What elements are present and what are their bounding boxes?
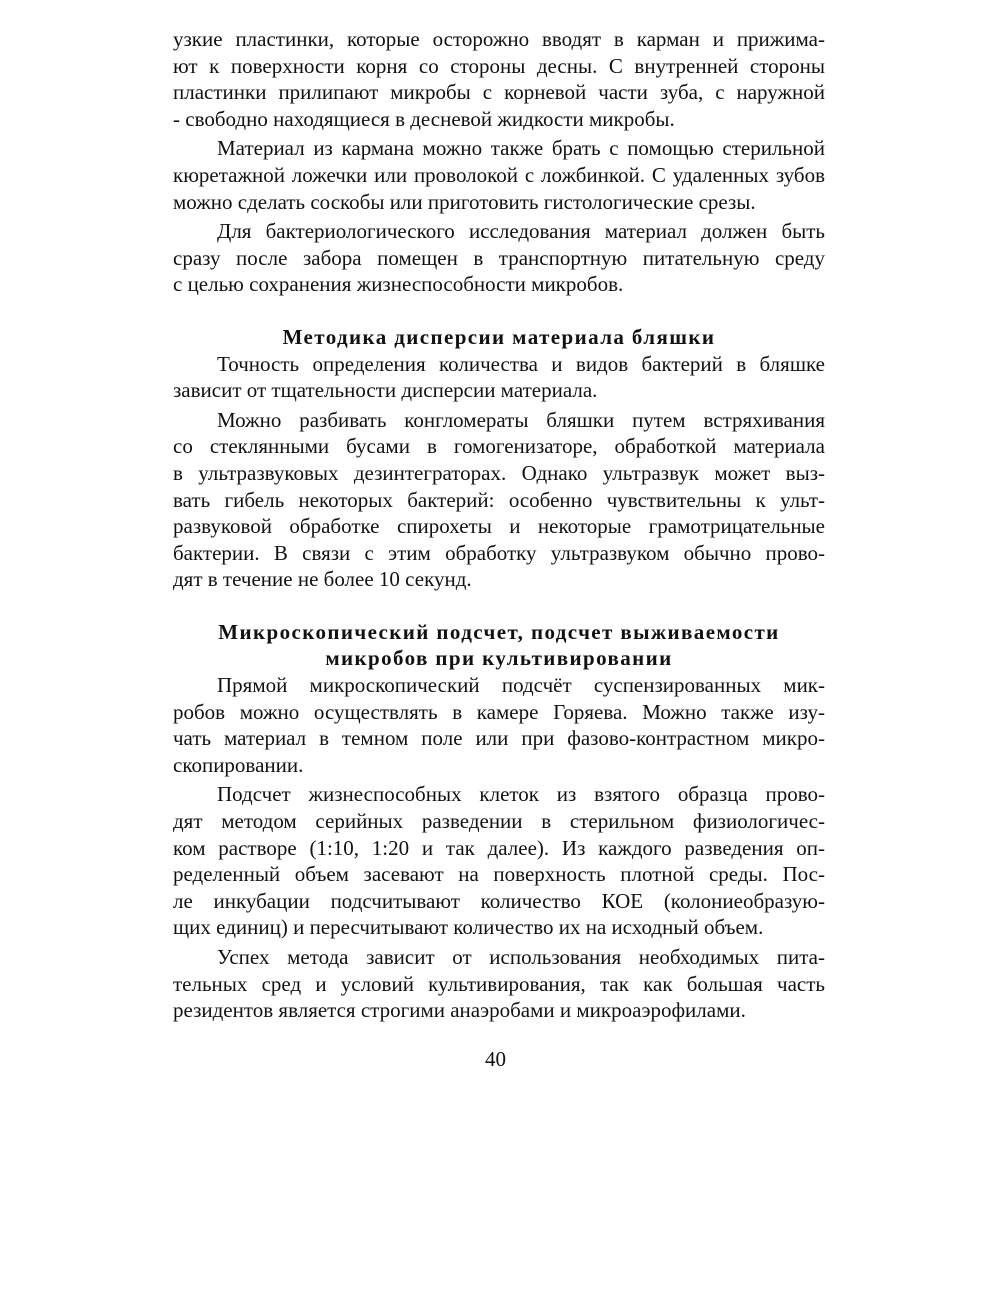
text-line: в ультразвуковых дезинтеграторах. Однако ультразвук может выз- — [173, 460, 825, 485]
text-line: сразу после забора помещен в транспортную питательную среду — [173, 245, 825, 270]
paragraph — [173, 218, 825, 298]
text-line: скопировании. — [173, 752, 304, 777]
text-line: Материал из кармана можно также брать с помощью стерильной — [217, 136, 825, 161]
text-line: Подсчет жизнеспособных клеток из взятого образца прово- — [217, 782, 825, 807]
text-line: Прямой микроскопический подсчёт суспензированных мик- — [217, 673, 825, 698]
paragraph — [173, 407, 825, 593]
text-line: робов можно осуществлять в камере Горяева. Можно также изу- — [173, 699, 825, 724]
paragraph — [173, 944, 825, 1024]
text-line: Можно разбивать конгломераты бляшки путем встряхивания — [217, 407, 825, 432]
section-heading: микробов при культивировании — [325, 646, 673, 671]
text-line: ют к поверхности корня со стороны десны. С внутренней стороны — [173, 53, 825, 78]
text-line: ле инкубации подсчитывают количество КОЕ (колониеобразую- — [173, 888, 825, 913]
text-line: узкие пластинки, которые осторожно вводят в карман и прижима- — [173, 27, 825, 51]
text-line: Точность определения количества и видов бактерий в бляшке — [217, 351, 825, 376]
text-line: ком растворе (1:10, 1:20 и так далее). Из каждого разведения оп- — [173, 835, 825, 860]
text-line: кюретажной ложечки или проволокой с ложбинкой. С удаленных зубов — [173, 162, 825, 187]
text-line: Успех метода зависит от использования необходимых пита- — [217, 945, 825, 969]
text-line: вать гибель некоторых бактерий: особенно чувствительны к ульт- — [173, 487, 825, 512]
text-line: тельных сред и условий культивирования, так как большая часть — [173, 971, 825, 996]
text-line: можно сделать соскобы или приготовить гистологические срезы. — [173, 189, 756, 214]
text-line: со стеклянными бусами в гомогенизаторе, обработкой материала — [173, 434, 825, 459]
section-dispersion — [173, 324, 825, 593]
text-line: пластинки прилипают микробы с корневой части зуба, с наружной — [173, 80, 825, 105]
text-line: с целью сохранения жизнеспособности микробов. — [173, 272, 624, 297]
text-line: зависит от тщательности дисперсии материала. — [173, 378, 598, 403]
section-microscopic-count — [173, 619, 825, 1024]
paragraph — [173, 26, 825, 132]
page-number: 40 — [485, 1047, 506, 1071]
text-line: Для бактериологического исследования материал должен быть — [217, 219, 825, 244]
text-line: ределенный объем засевают на поверхность плотной среды. Пос- — [173, 862, 825, 887]
section-heading: Методика дисперсии материала бляшки — [282, 324, 716, 349]
text-line: - свободно находящиеся в десневой жидкости микробы. — [173, 106, 675, 131]
section-heading: Микроскопический подсчет, подсчет выживаемости — [218, 619, 780, 644]
text-line: щих единиц) и пересчитывают количество их на исходный объем. — [173, 915, 764, 940]
text-line: развуковой обработке спирохеты и некоторые грамотрицательные — [173, 514, 825, 539]
text-line: бактерии. В связи с этим обработку ультразвуком обычно прово- — [173, 540, 825, 565]
page-content — [173, 26, 825, 1024]
paragraph — [173, 781, 825, 941]
text-line: резидентов является строгими анаэробами и микроаэрофилами. — [173, 998, 746, 1023]
paragraph — [173, 135, 825, 162]
text-line: чать материал в темном поле или при фазово-контрастном микро- — [173, 726, 825, 751]
text-line: дят методом серийных разведении в стерильном физиологичес- — [173, 809, 825, 834]
text-line: дят в течение не более 10 секунд. — [173, 567, 472, 592]
paragraph-continuation — [173, 162, 825, 215]
